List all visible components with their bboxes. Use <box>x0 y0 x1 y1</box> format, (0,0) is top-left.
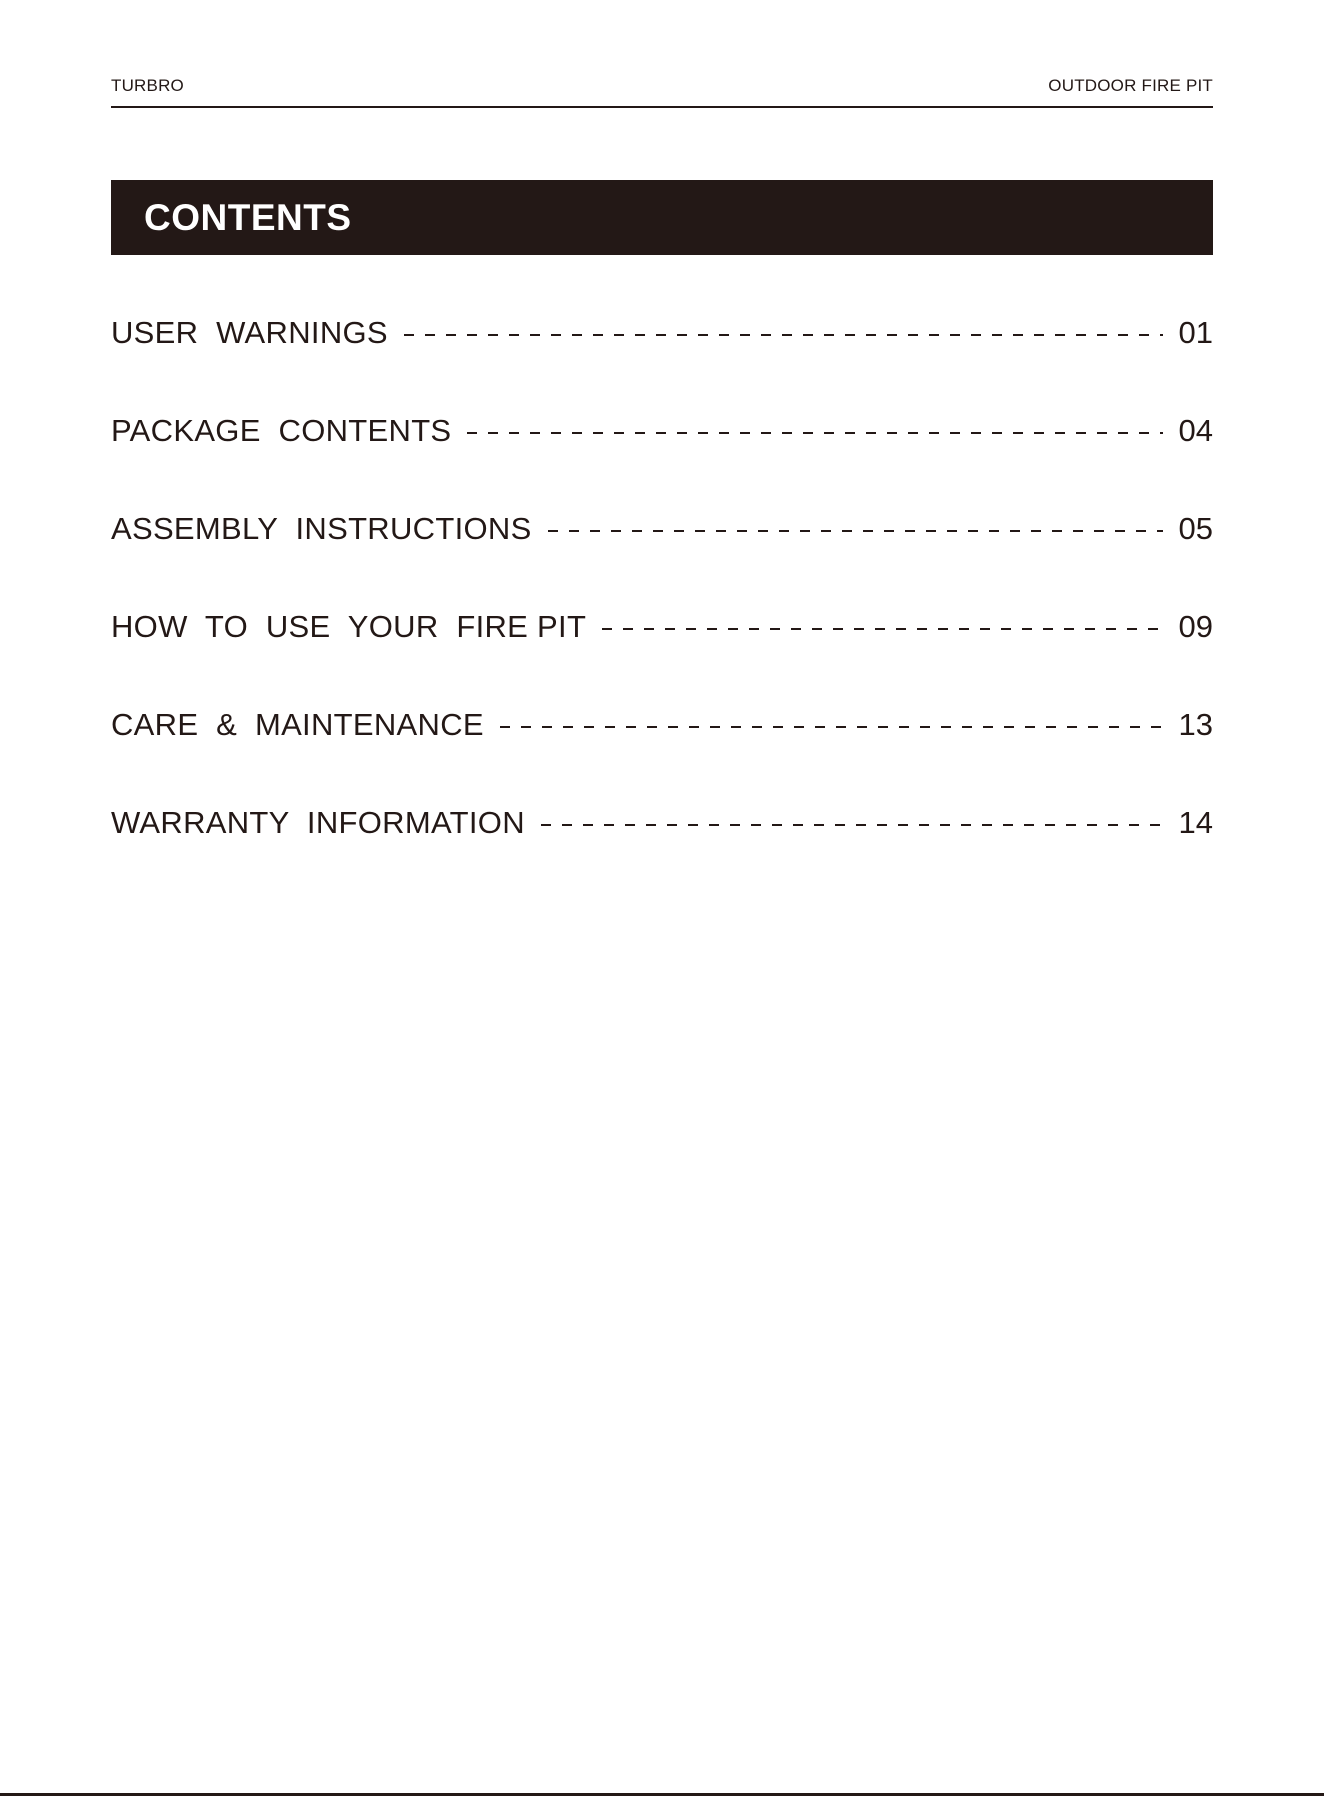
toc-entry-page: 13 <box>1178 707 1213 742</box>
page-title: CONTENTS <box>144 197 352 238</box>
dotted-leader <box>548 530 1163 532</box>
dotted-leader <box>404 334 1163 336</box>
toc-entry-label: ASSEMBLY INSTRUCTIONS <box>111 511 532 546</box>
product-name: OUTDOOR FIRE PIT <box>1048 76 1213 95</box>
dotted-leader <box>541 824 1163 826</box>
dotted-leader <box>500 726 1163 728</box>
toc-entry-assembly-instructions[interactable] <box>111 508 1213 606</box>
toc-entry-page: 01 <box>1178 315 1213 350</box>
table-of-contents <box>111 312 1213 900</box>
brand-name: TURBRO <box>111 76 184 95</box>
toc-entry-package-contents[interactable] <box>111 410 1213 508</box>
toc-entry-user-warnings[interactable] <box>111 312 1213 410</box>
toc-entry-page: 09 <box>1178 609 1213 644</box>
dotted-leader <box>467 432 1163 434</box>
contents-banner <box>111 180 1213 255</box>
toc-entry-label: USER WARNINGS <box>111 315 388 350</box>
toc-entry-page: 05 <box>1178 511 1213 546</box>
dotted-leader <box>602 628 1163 630</box>
toc-entry-page: 04 <box>1178 413 1213 448</box>
toc-entry-warranty-information[interactable] <box>111 802 1213 900</box>
toc-entry-page: 14 <box>1178 805 1213 840</box>
toc-entry-label: WARRANTY INFORMATION <box>111 805 525 840</box>
toc-entry-care-maintenance[interactable] <box>111 704 1213 802</box>
toc-entry-label: HOW TO USE YOUR FIRE PIT <box>111 609 587 644</box>
toc-entry-label: PACKAGE CONTENTS <box>111 413 452 448</box>
toc-entry-label: CARE & MAINTENANCE <box>111 707 484 742</box>
running-header <box>111 76 1213 108</box>
toc-entry-how-to-use[interactable] <box>111 606 1213 704</box>
